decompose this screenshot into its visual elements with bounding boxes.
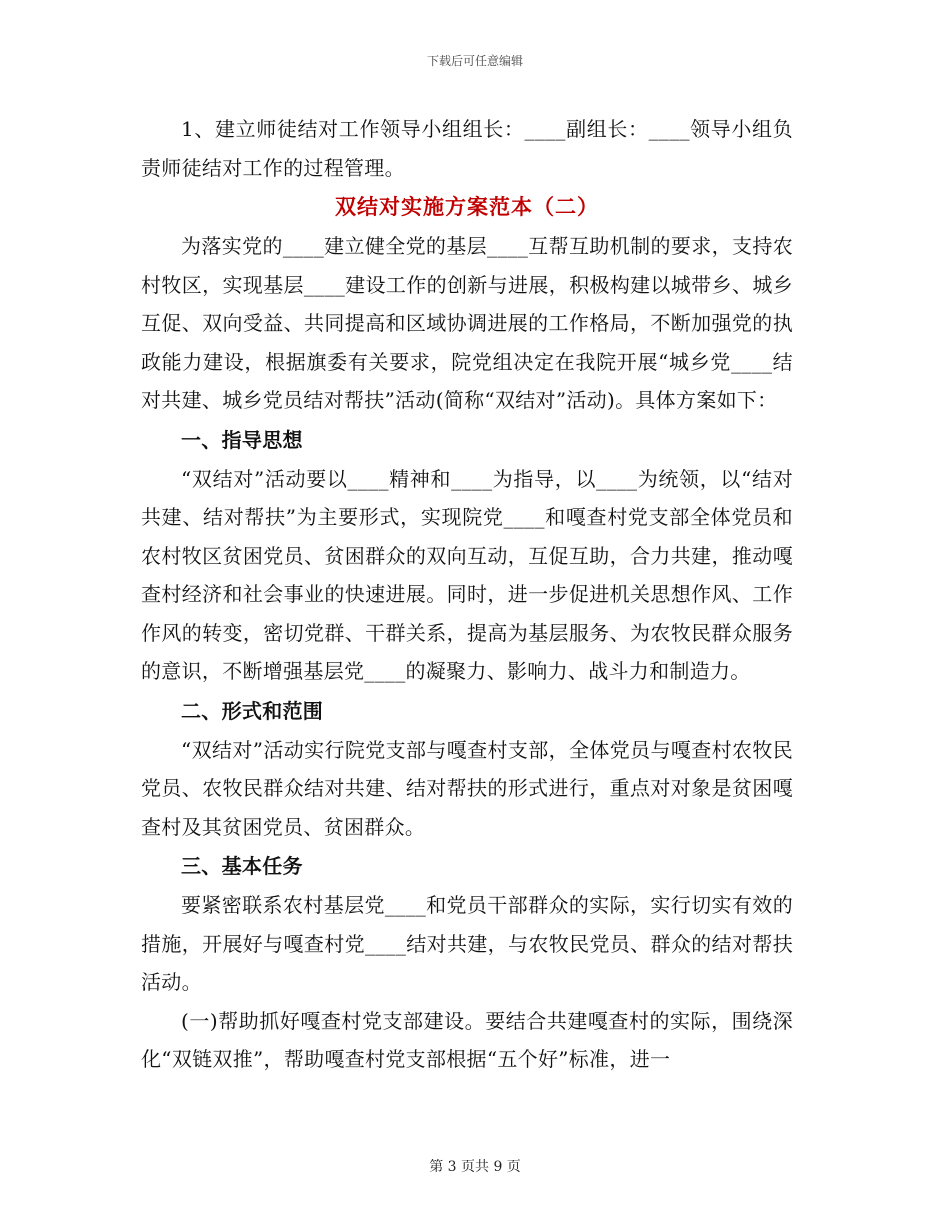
- paragraph-2: 为落实党的____建立健全党的基层____互帮互助机制的要求，支持农村牧区，实现基层____建设工作的创新与进展，积极构建以城带乡、城乡互促、双向受益、共同提高和区域协调进展的工作格局，不断加强党的执政能力建设，根据旗委有关要求，院党组决定在我院开展“城乡党____结对共建、城乡党员结对帮扶”活动(简称“双结对”活动)。具体方案如下：: [141, 234, 793, 412]
- paragraph-3: “双结对”活动要以____精神和____为指导，以____为统领，以“结对共建、结对帮扶”为主要形式，实现院党____和嘎查村党支部全体党员和农村牧区贫困党员、贫困群众的双向互动，互促互助，合力共建，推动嘎查村经济和社会事业的快速进展。同时，进一步促进机关思想作风、工作作风的转变，密切党群、干群关系，提高为基层服务、为农牧民群众服务的意识，不断增强基层党____的凝聚力、影响力、战斗力和制造力。: [141, 466, 793, 683]
- paragraph-6: (一)帮助抓好嘎查村党支部建设。要结合共建嘎查村的实际，围绕深化“双链双推”，帮助嘎查村党支部根据“五个好”标准，进一: [141, 1008, 793, 1071]
- section-title: 双结对实施方案范本（二）: [335, 194, 599, 219]
- paragraph-5: 要紧密联系农村基层党____和党员干部群众的实际，实行切实有效的措施，开展好与嘎查村党____结对共建，与农牧民党员、群众的结对帮扶活动。: [141, 893, 793, 994]
- paragraph-1: 1、建立师徒结对工作领导小组组长：____副组长：____领导小组负责师徒结对工作的过程管理。: [141, 117, 793, 180]
- document-body: [141, 110, 793, 1079]
- heading-guiding-ideology: 一、指导思想: [181, 427, 303, 452]
- paragraph-4: “双结对”活动实行院党支部与嘎查村支部，全体党员与嘎查村农牧民党员、农牧民群众结对共建、结对帮扶的形式进行，重点对对象是贫困嘎查村及其贫困党员、贫困群众。: [141, 737, 793, 839]
- page-footer: 第 3 页共 9 页: [429, 1159, 521, 1175]
- page-header: 下载后可任意编辑: [426, 54, 523, 68]
- heading-form-and-scope: 二、形式和范围: [181, 698, 324, 723]
- heading-basic-tasks: 三、基本任务: [181, 854, 303, 878]
